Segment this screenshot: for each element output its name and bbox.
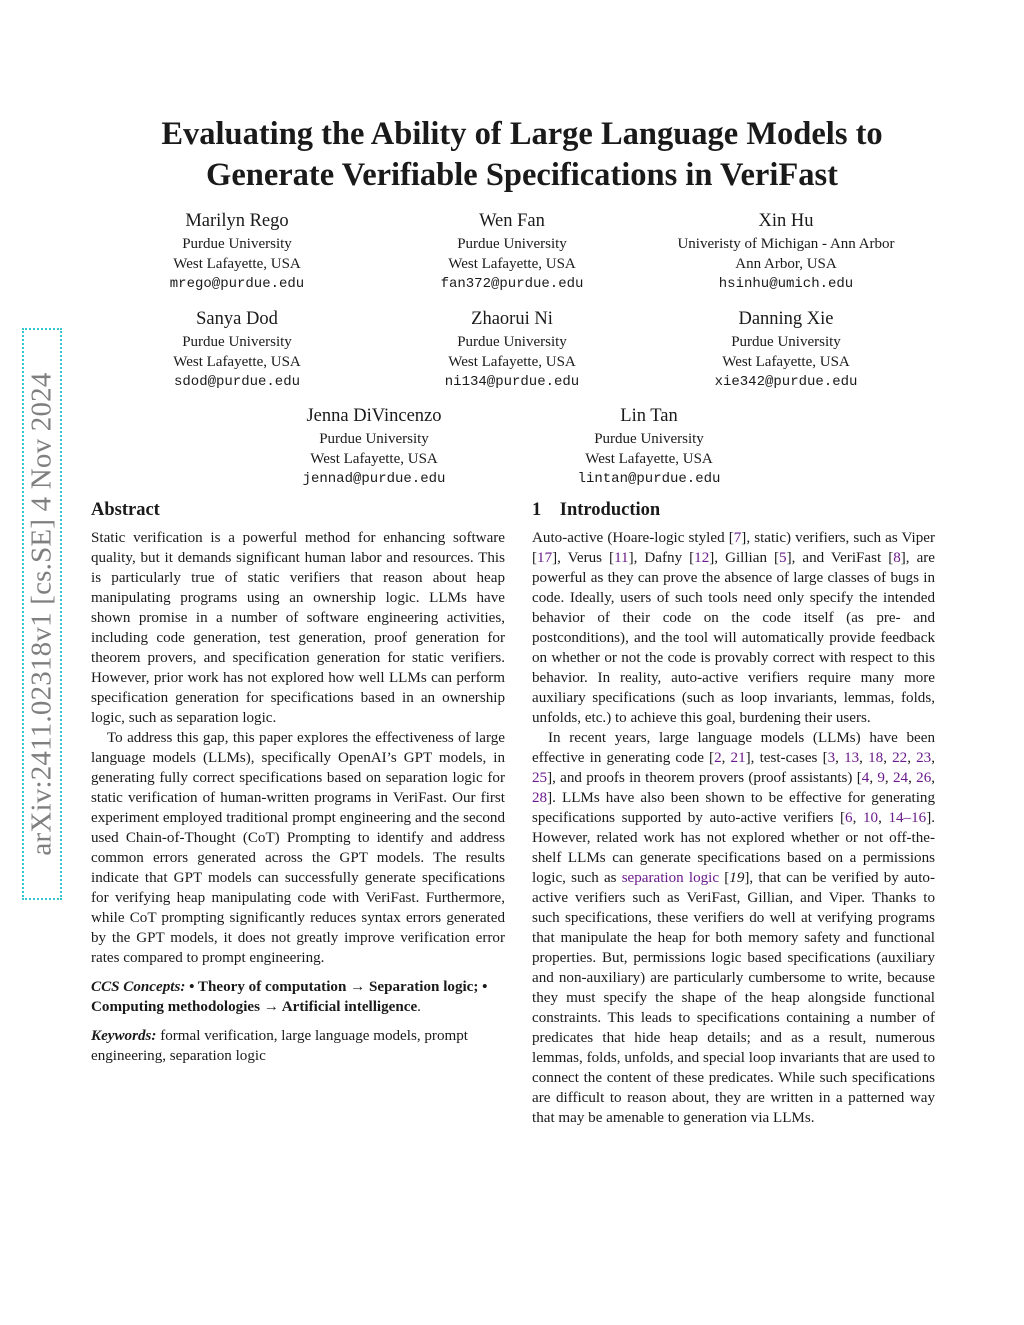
author-affiliation: Purdue University <box>731 334 841 350</box>
author-name: Jenna DiVincenzo <box>306 406 442 426</box>
author-name: Danning Xie <box>738 309 834 329</box>
author-name: Xin Hu <box>758 211 814 231</box>
citation-link[interactable]: 6 <box>845 810 853 826</box>
author-email[interactable]: lintan@purdue.edu <box>577 471 721 487</box>
author-email[interactable]: fan372@purdue.edu <box>440 276 584 292</box>
author-email[interactable]: hsinhu@umich.edu <box>718 276 854 292</box>
citation-link[interactable]: 10 <box>862 810 879 826</box>
ccs-label: CCS Concepts: <box>91 979 186 995</box>
citation-link[interactable]: 26 <box>916 770 932 786</box>
author-affiliation: Purdue University <box>182 334 292 350</box>
citation-link[interactable]: 22 <box>892 750 908 766</box>
ccs-text: • Theory of computation → Separation logic; • Computing methodologies → Artificial intelligence <box>91 979 488 1015</box>
citation-link[interactable]: 14–16 <box>888 810 927 826</box>
keywords <box>91 1026 505 1066</box>
citation-link[interactable]: 21 <box>730 750 746 766</box>
citation-link[interactable]: 28 <box>532 790 548 806</box>
citation-link[interactable]: 25 <box>532 770 548 786</box>
citation-link[interactable]: 24 <box>892 770 909 786</box>
citation-link[interactable]: 12 <box>694 550 710 566</box>
author-name: Sanya Dod <box>196 309 278 329</box>
author-location: West Lafayette, USA <box>310 451 438 467</box>
author-name: Lin Tan <box>620 406 678 426</box>
arxiv-id: arXiv:2411.02318v1 [cs.SE] 4 Nov 2024 <box>25 372 58 856</box>
author-block <box>636 210 936 294</box>
author-affiliation: Purdue University <box>182 236 292 252</box>
author-affiliation: Univeristy of Michigan - Ann Arbor <box>677 236 895 252</box>
author-location: West Lafayette, USA <box>448 256 576 272</box>
citation-link[interactable]: 9 <box>877 770 885 786</box>
author-affiliation: Purdue University <box>457 236 567 252</box>
author-block <box>87 308 387 392</box>
citation-link[interactable]: 11 <box>614 550 629 566</box>
citation-link[interactable]: 7 <box>733 530 742 546</box>
author-block <box>362 308 662 392</box>
citation-link[interactable]: 3 <box>827 750 836 766</box>
author-location: West Lafayette, USA <box>173 256 301 272</box>
author-block <box>636 308 936 392</box>
author-location: West Lafayette, USA <box>585 451 713 467</box>
author-email[interactable]: ni134@purdue.edu <box>444 374 580 390</box>
intro-paragraph-1: Auto-active (Hoare-logic styled [7], static) verifiers, such as Viper [17], Verus [11], Dafny [12], Gillian [5], and VeriFast [8], are powerful as they can prove the absence of large classes of bugs in code. Ideally, users of such tools need only specify the intended behavior of their code on the code itself (as pre- and postconditions), and the tool will automatically provide feedback on whether or not the code is provably correct with respect to this behavior. In reality, auto-active verifiers require many more auxiliary specifications (such as loop invariants, lemmas, folds, unfolds, etc.) to achieve this goal, burdening their users. <box>532 530 936 726</box>
author-block <box>87 210 387 294</box>
ccs-end: . <box>417 999 421 1015</box>
author-name: Marilyn Rego <box>185 211 289 231</box>
author-name: Zhaorui Ni <box>471 309 553 329</box>
author-email[interactable]: xie342@purdue.edu <box>714 374 858 390</box>
author-affiliation: Purdue University <box>319 431 429 447</box>
author-location: West Lafayette, USA <box>448 354 576 370</box>
emphasis-term: 19 <box>729 870 745 886</box>
author-email[interactable]: mrego@purdue.edu <box>169 276 305 292</box>
left-column <box>91 497 505 1066</box>
keywords-label: Keywords: <box>91 1028 157 1044</box>
abstract-paragraph-2: To address this gap, this paper explores the effectiveness of large language models (LLMs), specifically OpenAI’s GPT models, in generating fully correct specifications based on separation logic for static verification of human-written programs in VeriFast. Our first experiment employed traditional prompt engineering and the second used Chain-of-Thought (CoT) Prompting to identify and address common errors generated across the GPT models. The results indicate that GPT models can successfully generate specifications for verifying heap manipulating code with VeriFast. Furthermore, while CoT prompting significantly reduces syntax errors generated by the GPT models, it does not greatly improve verification error rates compared to prompt engineering. <box>91 730 505 966</box>
author-affiliation: Purdue University <box>457 334 567 350</box>
author-location: West Lafayette, USA <box>173 354 301 370</box>
citation-link[interactable]: separation logic <box>621 870 720 886</box>
abstract-heading: Abstract <box>91 500 160 520</box>
author-email[interactable]: jennad@purdue.edu <box>302 471 446 487</box>
citation-link[interactable]: 23 <box>916 750 932 766</box>
right-column <box>532 497 935 1128</box>
citation-link[interactable]: 2 <box>714 750 722 766</box>
intro-paragraph-2: In recent years, large language models (LLMs) have been effective in generating code [2, 21], test-cases [3, 13, 18, 22, 23, 25], and proofs in theorem provers (proof assistants) [4, 9, 24, 26, 28]. LLMs have also been shown to be effective for generating specifications supported by auto-active verifiers [6, 10, 14–16]. However, related work has not explored whether or not off-the-shelf LLMs can generate specifications based on a permissions logic, such as separation logic [19], that can be verified by auto-active verifiers such as VeriFast, Gillian, and Viper. Thanks to such specifications, these verifiers do well at verifying programs that manipulate the heap for both memory safety and functional properties. But, permissions logic based specifications (auxiliary and non-auxiliary) are particularly cumbersome to write, because they must specify the shape of the heap alongside functional constraints. This leads to specifications containing a number of predicates that hide heap details; and as a result, numerous lemmas, folds, unfolds, and special loop invariants that are used to connect the content of these predicates. While such specifications are difficult to reason about, they are written in a patterned way that may be amenable to generation via LLMs. <box>532 730 936 1126</box>
keywords-text: formal verification, large language models, prompt engineering, separation logic <box>91 1028 468 1064</box>
title-line-1: Evaluating the Ability of Large Language Models to <box>161 116 883 152</box>
arxiv-stamp <box>22 328 62 900</box>
author-block <box>224 405 524 489</box>
author-location: West Lafayette, USA <box>722 354 850 370</box>
citation-link[interactable]: 8 <box>893 550 901 566</box>
introduction-heading: 1 Introduction <box>532 500 661 520</box>
citation-link[interactable]: 4 <box>861 770 870 786</box>
title-line-2: Generate Verifiable Specifications in VeriFast <box>206 157 838 193</box>
citation-link[interactable]: 17 <box>537 550 553 566</box>
author-name: Wen Fan <box>479 211 545 231</box>
citation-link[interactable]: 5 <box>779 550 787 566</box>
author-block <box>499 405 799 489</box>
citation-link[interactable]: 13 <box>844 750 860 766</box>
author-email[interactable]: sdod@purdue.edu <box>173 374 301 390</box>
abstract-paragraph-1: Static verification is a powerful method for enhancing software quality, but it demands significant human labor and resources. This is particularly true of static verifiers that reason about heap manipulating programs using an ownership logic. LLMs have shown promise in a number of software engineering activities, including code generation, test generation, proof generation for theorem provers, and specification generation for static verifiers. However, prior work has not explored how well LLMs can perform specification generation for specifications based in an ownership logic, such as separation logic. <box>91 530 505 726</box>
author-block <box>362 210 662 294</box>
ccs-concepts <box>91 977 505 1017</box>
citation-link[interactable]: 18 <box>868 750 884 766</box>
paper-title <box>60 114 984 196</box>
author-location: Ann Arbor, USA <box>735 256 837 272</box>
author-affiliation: Purdue University <box>594 431 704 447</box>
